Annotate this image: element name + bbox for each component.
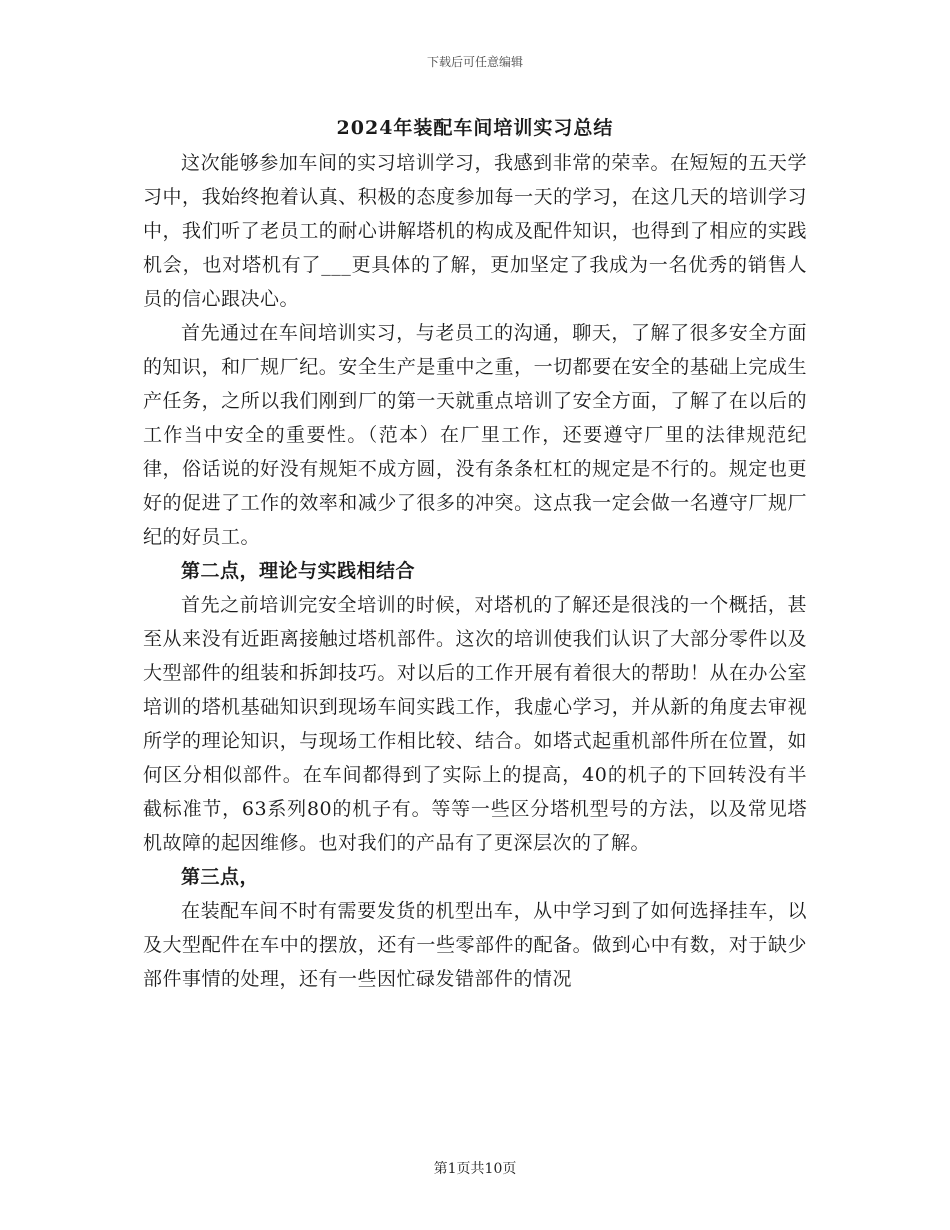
paragraph-theory-practice: 首先之前培训完安全培训的时候，对塔机的了解还是很浅的一个概括，甚至从来没有近距离接触过塔机部件。这次的培训使我们认识了大部分零件以及大型部件的组装和拆卸技巧。对以后的工作开展有着很大的帮助！从在办公室培训的塔机基础知识到现场车间实践工作，我虚心学习，并从新的角度去审视所学的理论知识，与现场工作相比较、结合。如塔式起重机部件所在位置，如何区分相似部件。在车间都得到了实际上的提高，40的机子的下回转没有半截标准节，63系列80的机子有。等等一些区分塔机型号的方法，以及常见塔机故障的起因维修。也对我们的产品有了更深层次的了解。 (143, 594, 807, 854)
page-header-note: 下载后可任意编辑 (426, 55, 523, 69)
document-body (143, 146, 807, 996)
section-heading-2: 第二点，理论与实践相结合 (181, 560, 416, 582)
section-heading-3: 第三点， (181, 866, 260, 888)
paragraph-safety: 首先通过在车间培训实习，与老员工的沟通，聊天，了解了很多安全方面的知识，和厂规厂纪。安全生产是重中之重，一切都要在安全的基础上完成生产任务，之所以我们刚到厂的第一天就重点培训了安全方面，了解了在以后的工作当中安全的重要性。（范本）在厂里工作，还要遵守厂里的法律规范纪律，俗话说的好没有规矩不成方圆，没有条条杠杠的规定是不行的。规定也更好的促进了工作的效率和减少了很多的冲突。这点我一定会做一名遵守厂规厂纪的好员工。 (143, 322, 807, 548)
page-footer-number: 第1页共10页 (433, 1161, 517, 1177)
paragraph-shipping: 在装配车间不时有需要发货的机型出车，从中学习到了如何选择挂车，以及大型配件在车中的摆放，还有一些零部件的配备。做到心中有数，对于缺少部件事情的处理，还有一些因忙碌发错部件的情况 (143, 900, 807, 990)
paragraph-intro: 这次能够参加车间的实习培训学习，我感到非常的荣幸。在短短的五天学习中，我始终抱着认真、积极的态度参加每一天的学习，在这几天的培训学习中，我们听了老员工的耐心讲解塔机的构成及配件知识，也得到了相应的实践机会，也对塔机有了___更具体的了解，更加坚定了我成为一名优秀的销售人员的信心跟决心。 (143, 152, 807, 310)
document-title: 2024年装配车间培训实习总结 (336, 117, 614, 139)
